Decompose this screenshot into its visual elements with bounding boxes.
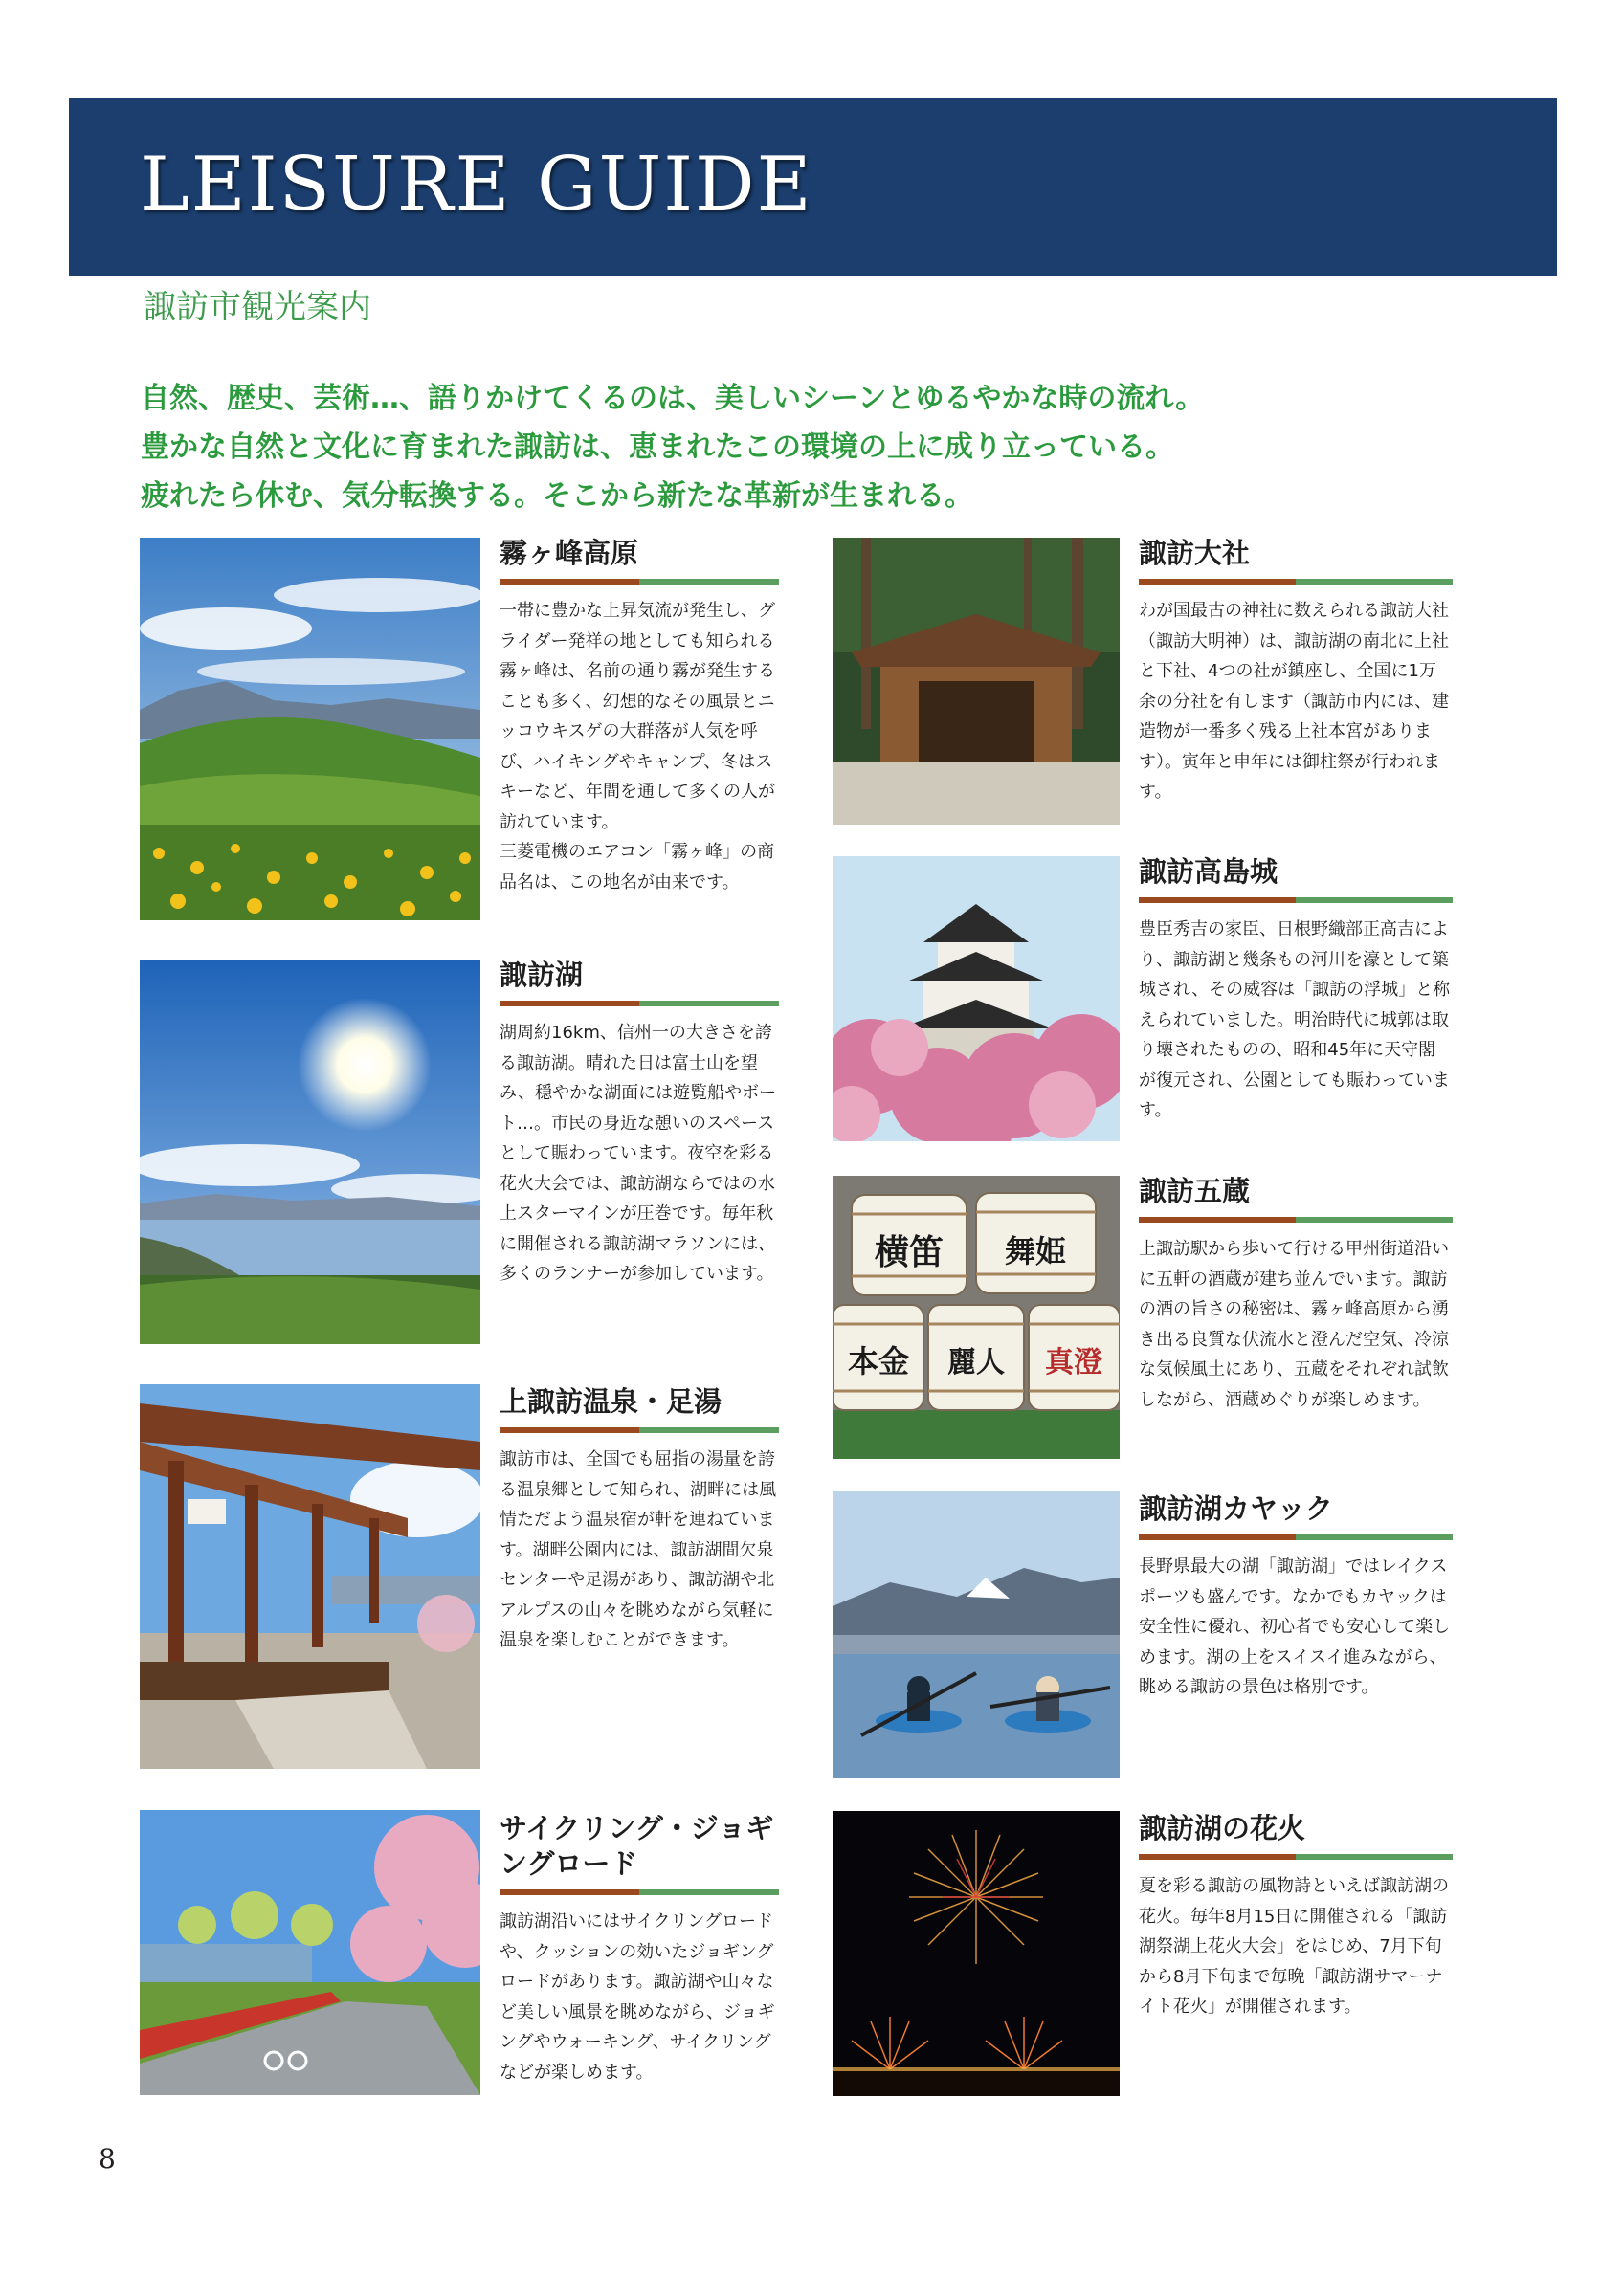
cycling-photo: [140, 1810, 480, 2095]
kirigamine-body-text-2: 三菱電機のエアコン「霧ヶ峰」の商品名は、この地名が由来です。: [500, 842, 775, 893]
page-subtitle: 諏訪市観光案内: [144, 288, 371, 326]
onsen-title: 上諏訪温泉・足湯: [500, 1385, 723, 1418]
kayak-section: [1139, 1491, 1453, 1703]
taisha-divider: [1139, 579, 1453, 585]
sake-label-3: 本金: [847, 1343, 910, 1380]
kirigamine-body: [500, 596, 779, 897]
suwako-section: [500, 958, 779, 1290]
taisha-photo: [833, 538, 1120, 825]
cycling-body: 諏訪湖沿いにはサイクリングロードや、クッションの効いたジョギングロードがあります。諏訪湖や山々など美しい風景を眺めながら、ジョギングやウォーキング、サイクリングなどが楽しめます。: [500, 1911, 775, 2083]
taisha-title: 諏訪大社: [1139, 537, 1251, 569]
gokura-body: 上諏訪駅から歩いて行ける甲州街道沿いに五軒の酒蔵が建ち並んでいます。諏訪の酒の旨さの秘密は、霧ヶ峰高原から湧き出る良質な伏流水と澄んだ空気、冷涼な気候風土にあり、五蔵をそれぞれ試飲しながら、酒蔵めぐりが楽しめます。: [1139, 1239, 1449, 1410]
onsen-photo: [140, 1384, 480, 1769]
sake-label-1: 横笛: [874, 1232, 945, 1272]
hanabi-photo: [833, 1811, 1120, 2096]
intro-line-1: 自然、歴史、芸術…、語りかけてくるのは、美しいシーンとゆるやかな時の流れ。: [141, 382, 1205, 415]
onsen-divider: [500, 1427, 779, 1433]
kirigamine-title: 霧ヶ峰高原: [500, 537, 639, 569]
sake-label-4: 麗人: [947, 1346, 1005, 1380]
suwako-photo: [140, 960, 480, 1344]
kayak-title: 諏訪湖カヤック: [1139, 1492, 1334, 1525]
intro-line-3: 疲れたら休む、気分転換する。そこから新たな革新が生まれる。: [141, 479, 973, 513]
sake-label-5: 真澄: [1045, 1346, 1102, 1380]
takashima-photo: [833, 856, 1120, 1141]
onsen-section: [500, 1384, 779, 1656]
hanabi-divider: [1139, 1854, 1453, 1860]
intro-line-2: 豊かな自然と文化に育まれた諏訪は、恵まれたこの環境の上に成り立っている。: [141, 430, 1174, 464]
gokura-photo: [833, 1176, 1120, 1459]
page-title: LEISURE GUIDE: [140, 142, 813, 228]
gokura-section: [1139, 1174, 1453, 1415]
taisha-body: わが国最古の神社に数えられる諏訪大社（諏訪大明神）は、諏訪湖の南北に上社と下社、4つの社が鎮座し、全国に1万余の分社を有します（諏訪市内には、建造物が一番多く残る上社本宮があります）。寅年と申年には御柱祭が行われます。: [1139, 601, 1449, 802]
page-number: 8: [99, 2143, 116, 2175]
cycling-section: [500, 1811, 779, 2087]
kayak-body: 長野県最大の湖「諏訪湖」ではレイクスポーツも盛んです。なかでもカヤックは安全性に優れ、初心者でも安心して楽しめます。湖の上をスイスイ進みながら、眺める諏訪の景色は格別です。: [1139, 1556, 1451, 1697]
cycling-divider: [500, 1889, 779, 1895]
suwako-title: 諏訪湖: [500, 959, 584, 991]
takashima-title: 諏訪高島城: [1139, 855, 1278, 888]
kirigamine-divider: [500, 579, 779, 585]
hanabi-section: [1139, 1811, 1453, 2022]
hanabi-body: 夏を彩る諏訪の風物詩といえば諏訪湖の花火。毎年8月15日に開催される「諏訪湖祭湖上花火大会」をはじめ、7月下旬から8月下旬まで毎晩「諏訪湖サマーナイト花火」が開催されます。: [1139, 1876, 1449, 2017]
takashima-body: 豊臣秀吉の家臣、日根野織部正高吉により、諏訪湖と幾条もの河川を濠として築城され、その威容は「諏訪の浮城」と称えられていました。明治時代に城郭は取り壊されたものの、昭和45年に天守閣が復元され、公園としても賑わっています。: [1139, 919, 1451, 1120]
kayak-divider: [1139, 1534, 1453, 1540]
kirigamine-body-text: 一帯に豊かな上昇気流が発生し、グライダー発祥の地としても知られる霧ヶ峰は、名前の通り霧が発生することも多く、幻想的なその風景とニッコウキスゲの大群落が人気を呼び、ハイキングやキャンプ、冬はスキーなど、年間を通して多くの人が訪れています。: [500, 601, 775, 832]
cycling-title: サイクリング・ジョギングロード: [500, 1812, 774, 1880]
kirigamine-photo: [140, 538, 480, 920]
takashima-divider: [1139, 897, 1453, 903]
gokura-title: 諏訪五蔵: [1139, 1175, 1251, 1207]
suwako-divider: [500, 1001, 779, 1006]
kirigamine-section: [500, 536, 779, 897]
gokura-divider: [1139, 1217, 1453, 1223]
suwako-body: 湖周約16km、信州一の大きさを誇る諏訪湖。晴れた日は富士山を望み、穏やかな湖面には遊覧船やボート…。市民の身近な憩いのスペースとして賑わっています。夜空を彩る花火大会では、諏訪湖ならではの水上スターマインが圧巻です。毎年秋に開催される諏訪湖マラソンには、多くのランナーが参加しています。: [500, 1023, 777, 1284]
kayak-photo: [833, 1491, 1120, 1778]
takashima-section: [1139, 854, 1453, 1126]
taisha-section: [1139, 536, 1453, 807]
header-banner: [69, 98, 1557, 276]
onsen-body: 諏訪市は、全国でも屈指の湯量を誇る温泉郷として知られ、湖畔には風情ただよう温泉宿が軒を連ねています。湖畔公園内には、諏訪湖間欠泉センターや足湯があり、諏訪湖や北アルプスの山々を眺めながら気軽に温泉を楽しむことができます。: [500, 1449, 777, 1650]
sake-label-2: 舞姫: [1004, 1233, 1067, 1269]
intro-paragraph: [141, 374, 1500, 520]
hanabi-title: 諏訪湖の花火: [1139, 1812, 1306, 1844]
